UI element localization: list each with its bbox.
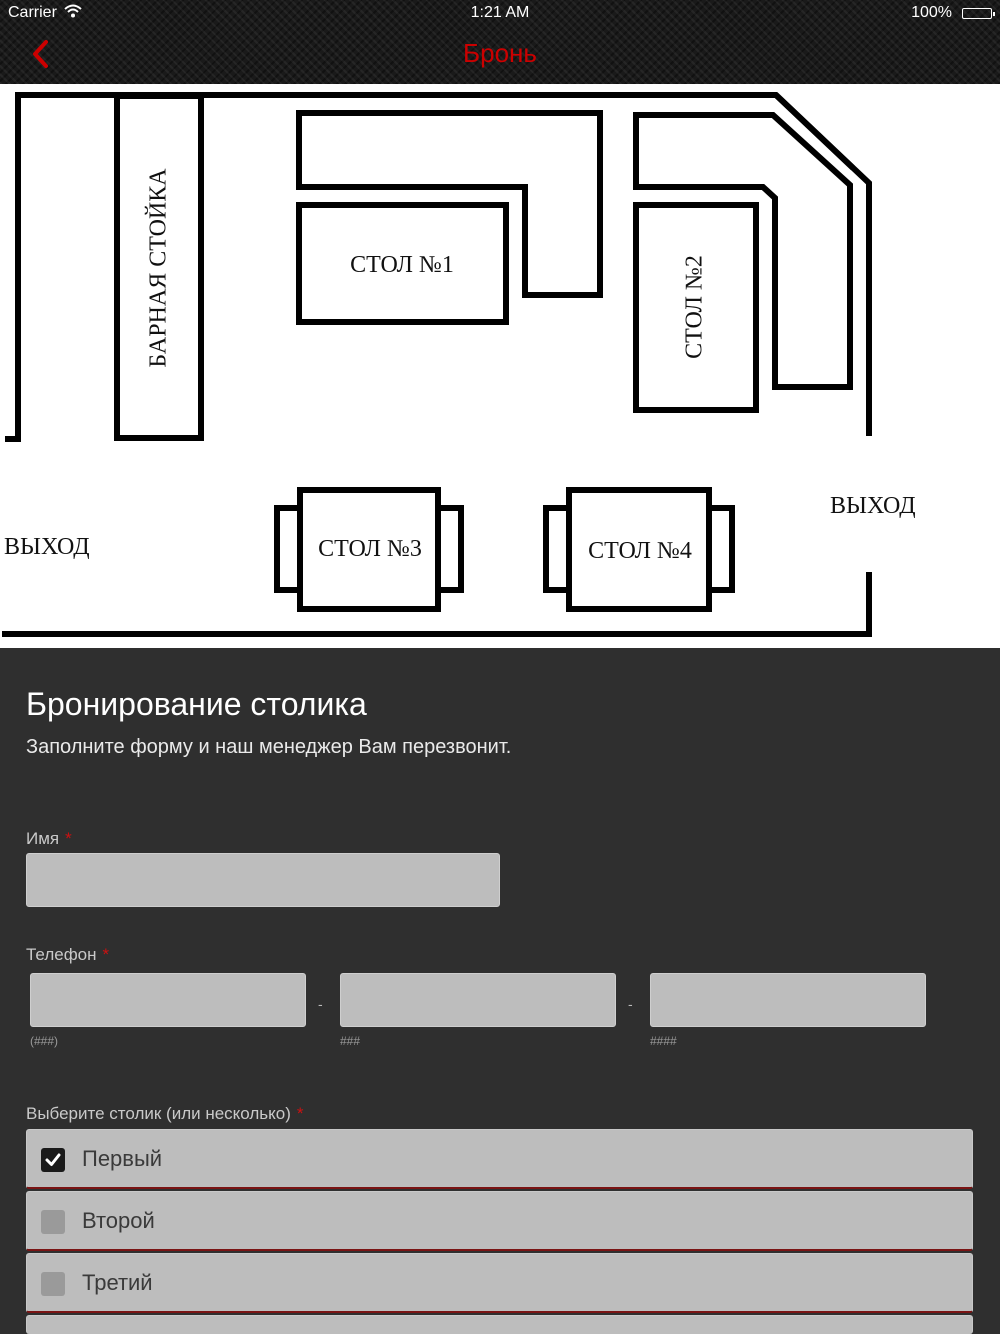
name-label: [26, 829, 72, 849]
floor-map: [0, 84, 1000, 648]
table-1-label[interactable]: СТОЛ №1: [350, 252, 454, 278]
phone-label-text: Телефон: [26, 945, 97, 964]
bench-2: [636, 115, 850, 387]
phone-area-code-input[interactable]: [30, 973, 306, 1027]
exit-left-label: ВЫХОД: [4, 534, 90, 560]
table-option-first[interactable]: [26, 1129, 973, 1189]
table-option-third[interactable]: [26, 1253, 973, 1313]
battery-icon: [962, 8, 992, 19]
table-option-label: Первый: [82, 1146, 163, 1171]
phone-hint-area: (###): [30, 1034, 59, 1048]
checkbox-unchecked[interactable]: [41, 1210, 65, 1234]
chair-4-left: [546, 508, 569, 590]
top-bar: [0, 0, 1000, 84]
table-option-label: Третий: [82, 1270, 153, 1295]
name-input[interactable]: [26, 853, 500, 907]
table-3-label[interactable]: СТОЛ №3: [318, 536, 422, 562]
phone-label: [26, 945, 109, 965]
form-subtitle: Заполните форму и наш менеджер Вам перезвонит.: [26, 736, 512, 758]
table-4-label[interactable]: СТОЛ №4: [588, 538, 692, 564]
phone-hint-prefix: ###: [340, 1034, 361, 1048]
table-option-label: Второй: [82, 1208, 155, 1233]
form-title: Бронирование столика: [26, 686, 367, 722]
name-label-text: Имя: [26, 829, 60, 848]
chair-4-right: [709, 508, 732, 590]
required-mark: *: [296, 1104, 304, 1123]
phone-hint-line: ####: [650, 1034, 677, 1048]
floor-plan-drawing: [0, 84, 1000, 648]
phone-separator: -: [628, 996, 633, 1012]
chair-3-left: [277, 508, 300, 590]
status-time: 1:21 AM: [470, 4, 530, 21]
carrier-label: Carrier: [8, 4, 57, 21]
table-2-label[interactable]: СТОЛ №2: [681, 255, 708, 359]
phone-line-input[interactable]: [650, 973, 926, 1027]
phone-prefix-input[interactable]: [340, 973, 616, 1027]
phone-separator: -: [318, 996, 323, 1012]
battery-percent: 100%: [911, 4, 952, 21]
exit-right-label: ВЫХОД: [830, 493, 916, 519]
required-mark: *: [65, 829, 72, 848]
table-select-label: [26, 1104, 304, 1124]
nav-title: Бронь: [463, 38, 537, 68]
required-mark: *: [102, 945, 110, 964]
checkbox-unchecked[interactable]: [41, 1272, 65, 1296]
checkmark-icon: [44, 1151, 62, 1169]
checkbox-checked[interactable]: [41, 1148, 65, 1172]
table-option-second[interactable]: [26, 1191, 973, 1251]
table-select-label-text: Выберите столик (или несколько): [26, 1104, 291, 1123]
chair-3-right: [438, 508, 461, 590]
table-option-fourth-partial[interactable]: [26, 1315, 973, 1334]
bar-counter-label: БАРНАЯ СТОЙКА: [145, 168, 172, 368]
